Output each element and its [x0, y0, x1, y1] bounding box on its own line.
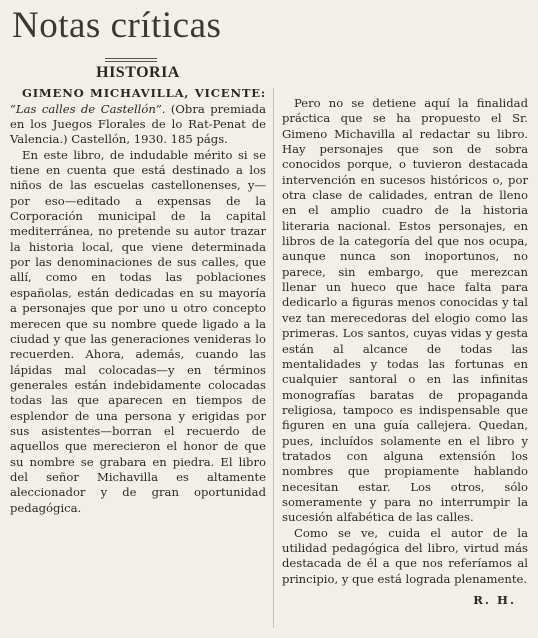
page-title: Notas críticas [12, 5, 222, 46]
column-divider [273, 88, 274, 628]
book-title: “Las calles de Castellón”. [10, 101, 166, 116]
book-reference [10, 86, 266, 147]
section-heading: HISTORIA [96, 64, 180, 81]
author-signature: R. H. [473, 593, 516, 607]
review-paragraph-2: Pero no se detiene aquí la finalidad práctica que se ha propuesto el Sr. Gimeno Michavilla al redactar su libro. Hay personajes que son de sobra conocidos porque, o tuvieron destacada intervención en sucesos históricos o, por otra clase de calidades, entran de lleno en el amplio cuadro de la historia literaria nacional. Estos personajes, en libros de la categoría del que nos ocupa, aunque nunca son inoportunos, no parece, sin embargo, que merezcan llenar un hueco que hace falta para dedicarlo a figuras menos conocidas y tal vez tan merecedoras del elogio como las primeras. Los santos, cuyas vidas y gesta están al alcance de todas las mentalidades y todas las fortunas en cualquier santoral o en las infinitas monografías baratas de propaganda religiosa, tampoco es indispensable que figuren en una guía callejera. Quedan, pues, incluídos solamente en el libro y tratados con alguna extensión los nombres que propiamente hablando necesitan estar. Los otros, sólo someramente y para no interrumpir la sucesión alfabética de las calles. [282, 96, 528, 525]
book-note: (Obra premiada en los Juegos Florales de lo Rat-Penat de Valencia.) Castellón, 1930. 185 págs. [10, 101, 266, 147]
review-paragraph-3: Como se ve, cuida el autor de la utilidad pedagógica del libro, virtud más destacada de él a que nos referíamos al principio, y que está lograda plenamente. [282, 525, 528, 586]
title-divider [105, 58, 157, 62]
book-author: GIMENO MICHAVILLA, VICENTE: [22, 86, 266, 101]
review-paragraph-1: En este libro, de indudable mérito si se tiene en cuenta que está destinado a los niños de las escuelas castellonenses, y—por eso—editado a expensas de la Corporación municipal de la capital mediterránea, no pretende su autor trazar la historia local, que viene determinada por las denominaciones de sus calles, que allí, como en todas las poblaciones españolas, están dedicadas en su mayoría a personajes que por uno u otro concepto merecen que su nombre quede ligado a la ciudad y que las generaciones venideras lo recuerden. Ahora, además, cuando las lápidas mal colocadas—y en términos generales están indebidamente colocadas todas las que aparecen en tiempos de esplendor de una persona y erigidas por sus asistentes—borran el recuerdo de aquellos que merecieron el honor de que su nombre se grabara en piedra. El libro del señor Michavilla es altamente aleccionador y de gran oportunidad pedagógica. [10, 147, 266, 515]
right-column [282, 96, 528, 608]
left-column [10, 65, 266, 516]
